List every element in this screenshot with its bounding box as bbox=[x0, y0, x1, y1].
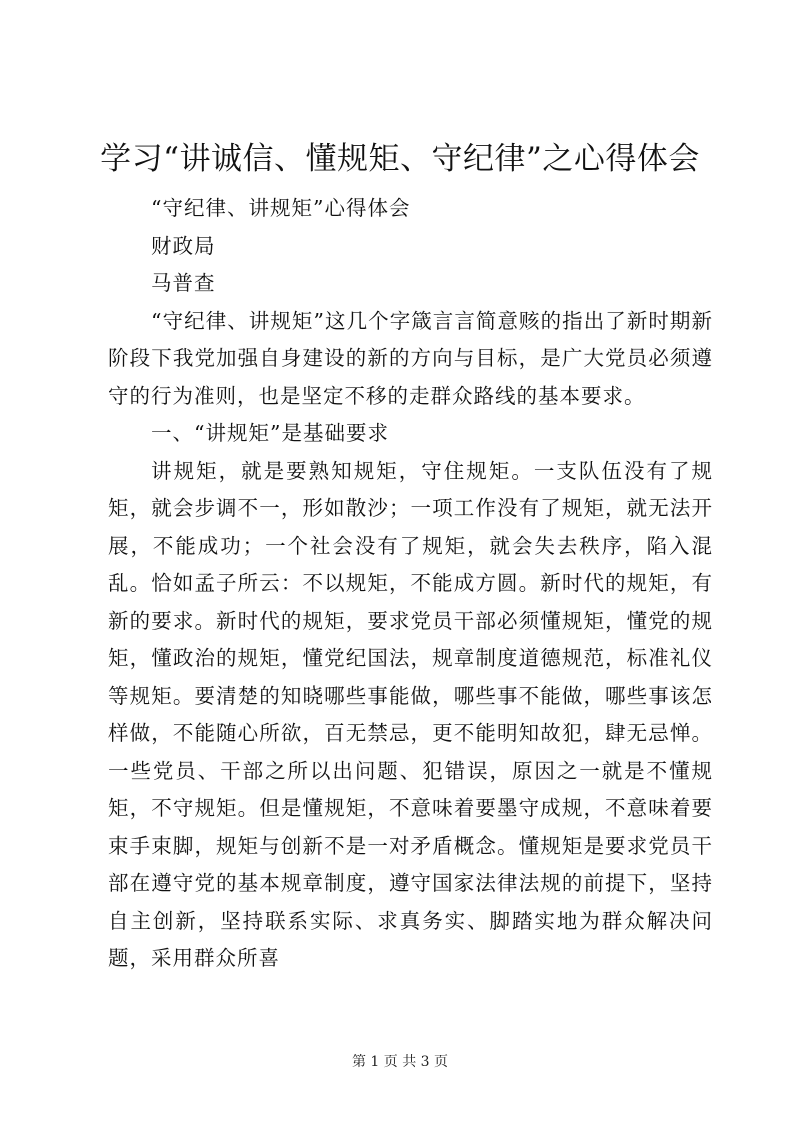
document-body bbox=[108, 190, 713, 978]
subtitle-paragraph: “守纪律、讲规矩”心得体会 bbox=[151, 196, 411, 220]
document-title: 学习“讲诚信、懂规矩、守纪律”之心得体会 bbox=[100, 141, 700, 177]
section-heading: 一、“讲规矩”是基础要求 bbox=[151, 421, 390, 445]
author-paragraph: 马普查 bbox=[151, 271, 216, 295]
page-footer: 第 1 页 共 3 页 bbox=[351, 1054, 449, 1070]
department-paragraph: 财政局 bbox=[151, 233, 216, 258]
section-body-paragraph: 讲规矩，就是要熟知规矩，守住规矩。一支队伍没有了规矩，就会步调不一，形如散沙；一项工作没有了规矩，就无法开展，不能成功；一个社会没有了规矩，就会失去秩序，陷入混乱。恰如孟子所云：不以规矩，不能成方圆。新时代的规矩，有新的要求。新时代的规矩，要求党员干部必须懂规矩，懂党的规矩，懂政治的规矩，懂党纪国法，规章制度道德规范，标准礼仪等规矩。要清楚的知晓哪些事能做，哪些事不能做，哪些事该怎样做，不能随心所欲，百无禁忌，更不能明知故犯，肆无忌惮。一些党员、干部之所以出问题、犯错误，原因之一就是不懂规矩，不守规矩。但是懂规矩，不意味着要墨守成规，不意味着要束手束脚，规矩与创新不是一对矛盾概念。懂规矩是要求党员干部在遵守党的基本规章制度，遵守国家法律法规的前提下，坚持自主创新，坚持联系实际、求真务实、脚踏实地为群众解决问题，采用群众所喜 bbox=[108, 458, 713, 970]
intro-paragraph: “守纪律、讲规矩”这几个字箴言言简意赅的指出了新时期新阶段下我党加强自身建设的新的方向与目标，是广大党员必须遵守的行为准则，也是坚定不移的走群众路线的基本要求。 bbox=[108, 308, 713, 408]
